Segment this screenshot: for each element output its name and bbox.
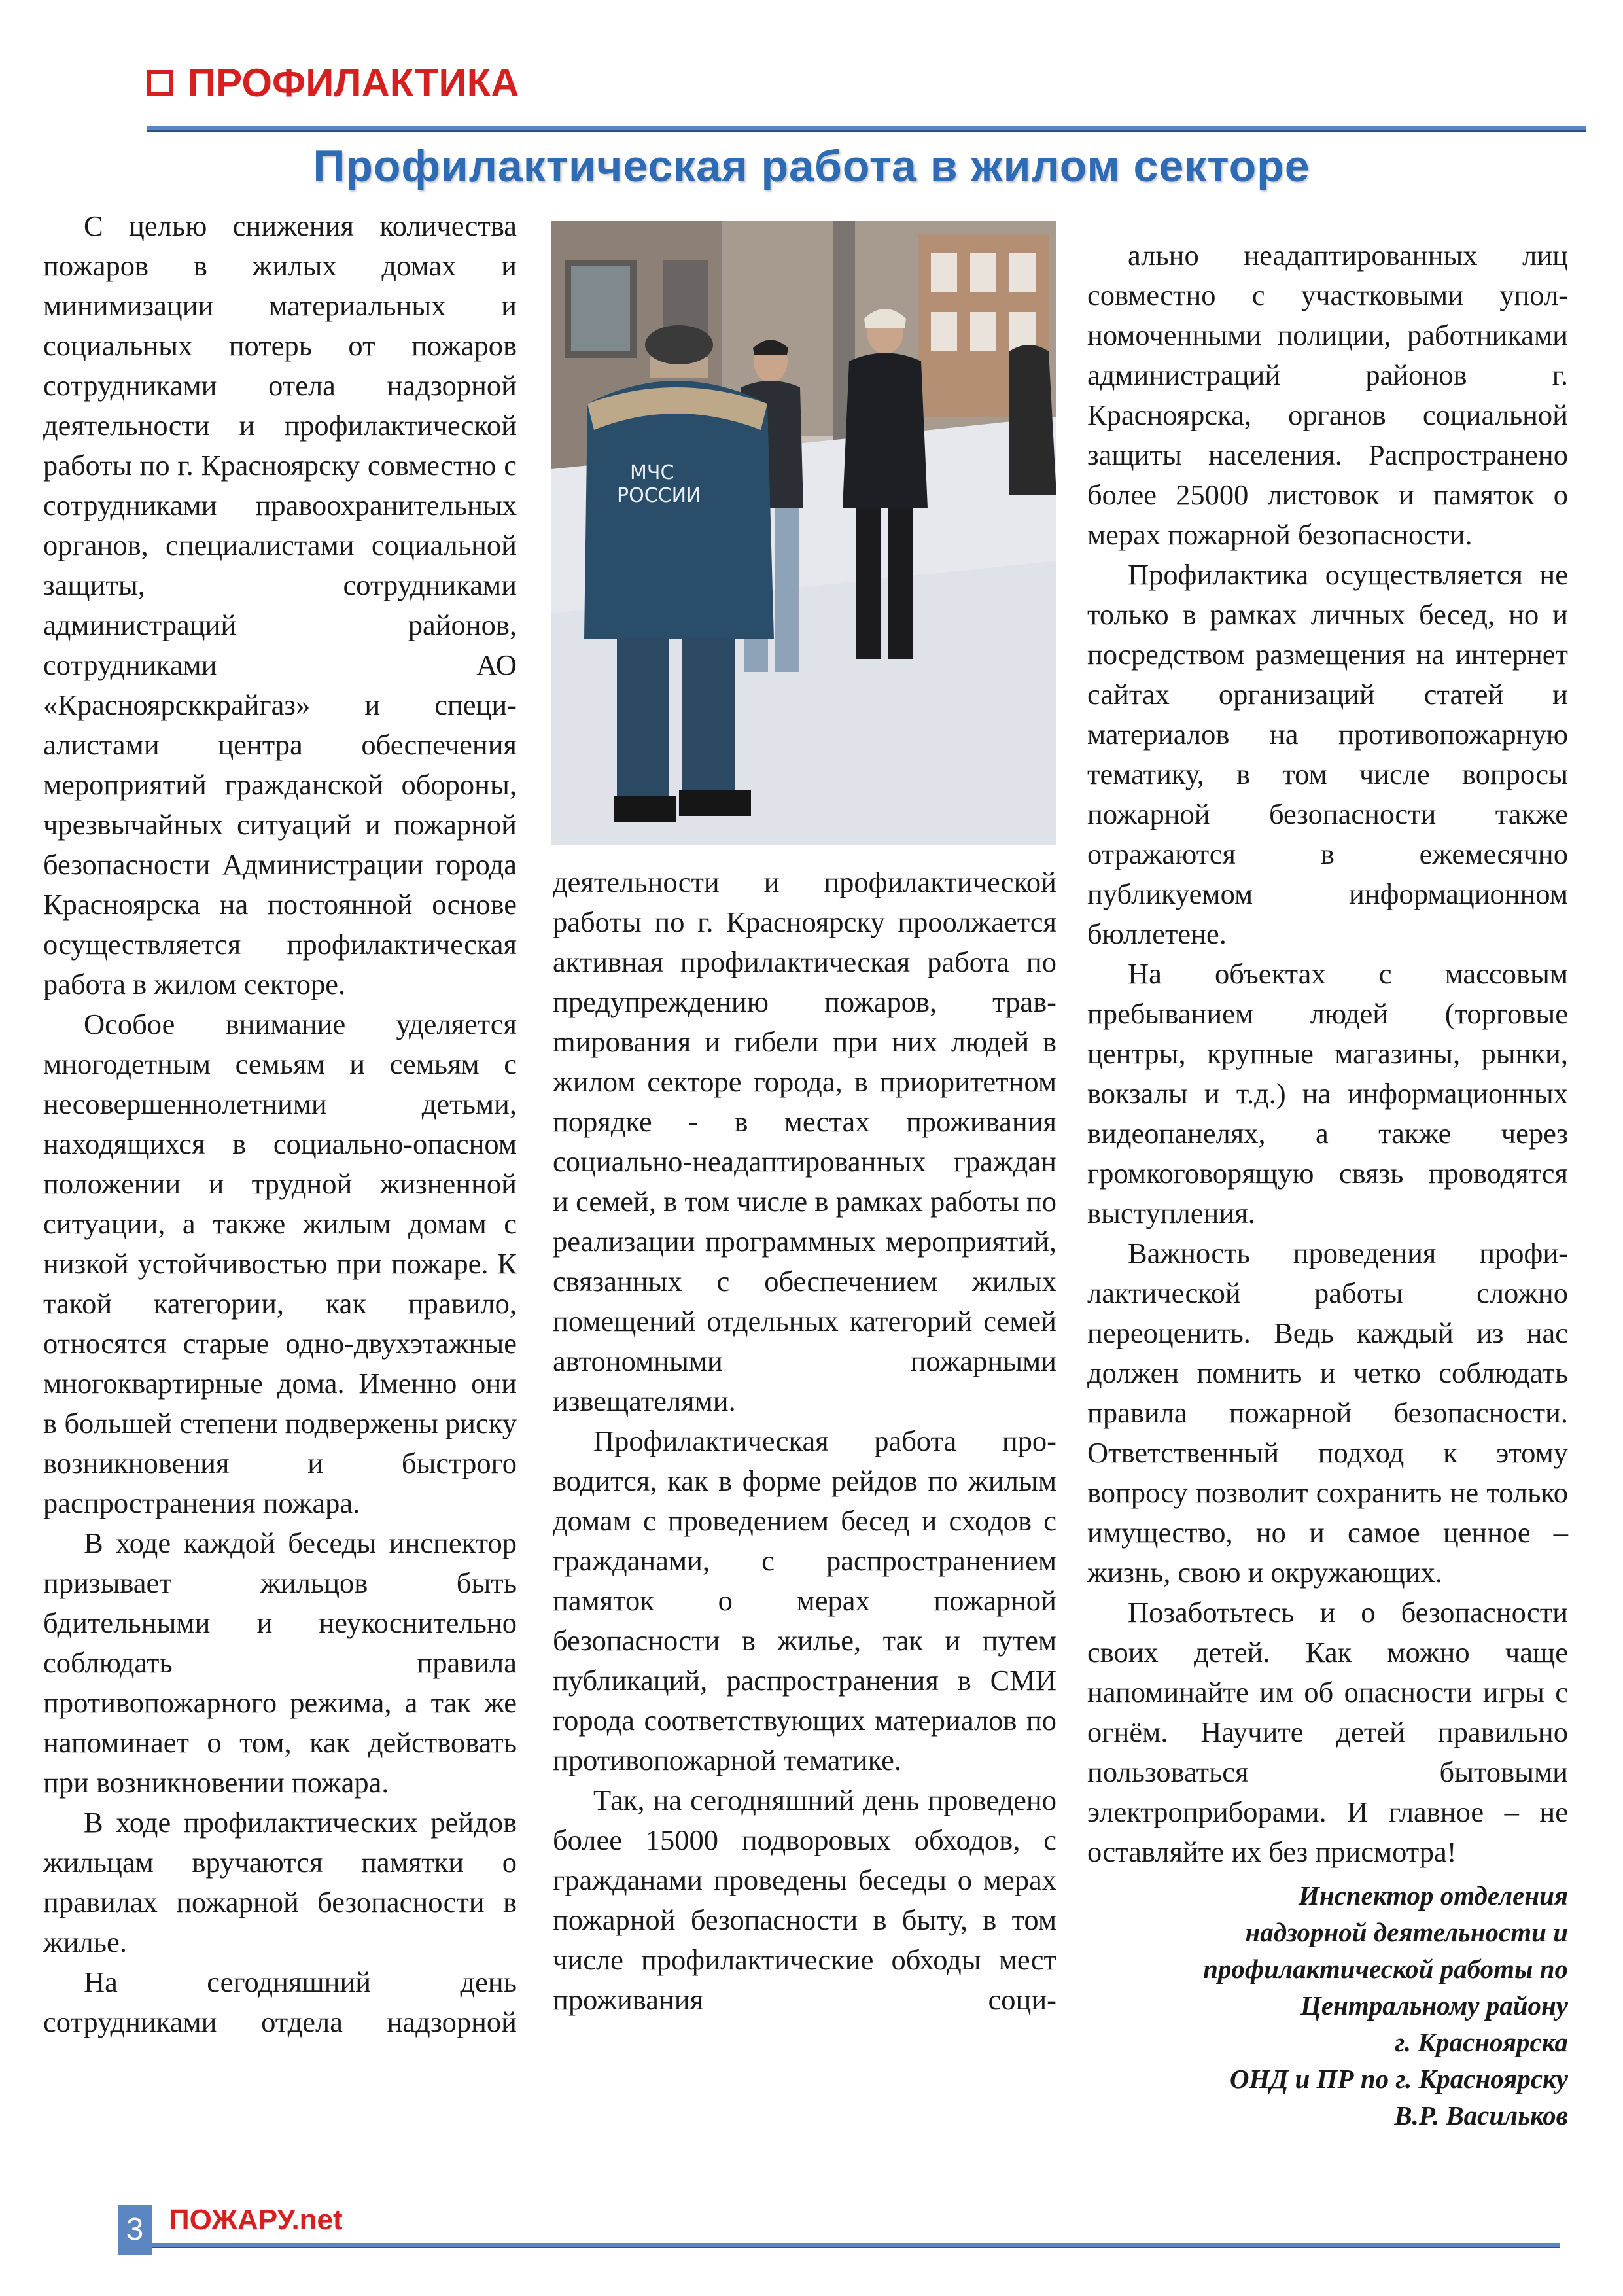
- signature-line: надзорной деятельности и: [1245, 1917, 1568, 1947]
- page-number: 3: [118, 2205, 152, 2255]
- paragraph: С целью снижения количества пожаров в жилых домах и минимизации материальных и социальных потерь от пожаров сотрудниками отела надзорной деятельности и профилактической работы по г. Красноярску совместно с сотрудниками правоохранительных органов, специалистами социальной защиты, сотрудниками администраций районов, сотрудниками АО «Красноярсккрайгаз» и специалистами центра обеспечения мероприятий гражданской обороны, чрезвычайных ситуаций и пожарной безопасности Администрации города Красноярска на постоянной основе осуществляется профилактическая работа в жилом секторе.: [43, 209, 517, 1000]
- signature-line: ОНД и ПР по г. Красноярску: [1229, 2064, 1568, 2094]
- paragraph: деятельности и профилактической работы по г. Красноярску проолжается активная профилактическая работа по предупреждению пожаров, травmирования и гибели при них людей в жилом секторе города, в приоритетном порядке - в местах проживания социально-неадаптированных граждан и семей, в том числе в рамках работы по реализации программных мероприятий, связанных с обеспечением жилых помещений отдельных категорий семей автономными пожарными извещателями.: [553, 866, 1056, 1417]
- signature-line: В.Р. Васильков: [1394, 2100, 1568, 2130]
- paragraph: Особое внимание уделяется многодетным семьям и семьям с несовершеннолетними детьми, находящихся в социально-опасном положении и трудной жизненной ситуации, а также жилым домам с низкой устойчивостью при пожаре. К такой категории, как правило, относятся старые одно-двухэтажные многоквартирные дома. Именно они в большей степени подвержены риску возникновения и быстрого распространения пожара.: [43, 1008, 517, 1519]
- author-signature: [1087, 1877, 1568, 2134]
- paragraph: На сегодняшний день сотрудниками отдела надзорной: [43, 1966, 517, 2038]
- footer-divider: [147, 2243, 1560, 2248]
- publication-brand: ПОЖАРУ.net: [169, 2204, 343, 2236]
- paragraph: Так, на сегодняшний день проведено более 15000 подворовых обходов, с гражданами проведены беседы о мерах пожарной безопасности в быту, в том числе профилактические обходы мест проживания соци-: [553, 1784, 1056, 2016]
- section-heading: [147, 60, 519, 105]
- paragraph: Важность проведения профилактической работы сложно переоценить. Ведь каждый из нас должен помнить и четко соблюдать правила пожарной безопасности. Ответственный подход к этому вопросу позволит сохранить не только имущество, но и самое ценное – жизнь, свою и окружающих.: [1087, 1237, 1568, 1589]
- header-divider: [147, 126, 1586, 132]
- jacket-text: МЧС: [630, 461, 674, 484]
- signature-line: Инспектор отделения: [1299, 1881, 1568, 1911]
- checkbox-icon: [147, 70, 173, 96]
- article-column-1: [43, 206, 517, 2042]
- jacket-text: РОССИИ: [617, 484, 701, 507]
- signature-line: профилактической работы по: [1203, 1954, 1568, 1984]
- article-column-3: [1087, 236, 1568, 2134]
- paragraph: Профилактика осуществляется не только в рамках личных бесед, но и посредством размещения на интернет сайтах организаций статей и материалов на противопожарную тематику, в том числе вопросы пожарной безопасности также отражаются в ежемесячно публикуемом информационном бюллетене.: [1087, 558, 1568, 950]
- paragraph: В ходе каждой беседы инспектор призывает жильцов быть бдительными и неукоснительно соблюдать правила противопожарного режима, а так же напоминает о том, как действовать при возникновении пожара.: [43, 1527, 517, 1799]
- paragraph: Профилактическая работа проводится, как в форме рейдов по жилым домам с проведением бесед и сходов с гражданами, с распространением памяток о мерах пожарной безопасности в жилье, так и путем публикаций, распространения в СМИ города соответствующих материалов по противопожарной тематике.: [553, 1424, 1056, 1776]
- article-column-2: [553, 862, 1056, 2020]
- signature-line: Центральному району: [1300, 1990, 1568, 2021]
- paragraph: Позаботьтесь и о безопасности своих детей. Как можно чаще напоминайте им об опасности игры с огнём. Научите детей правильно пользоваться бытовыми электроприборами. И главное – не оставляйте их без присмотра!: [1087, 1596, 1568, 1868]
- article-photo: [551, 221, 1056, 845]
- signature-line: г. Красноярска: [1395, 2027, 1568, 2057]
- paragraph: На объектах с массовым пребыванием людей (торговые центры, крупные магазины, рынки, вокзалы и т.д.) на информационных видеопанелях, а также через громкоговорящую связь проводятся выступления.: [1087, 957, 1568, 1229]
- section-label: ПРОФИЛАКТИКА: [188, 61, 519, 105]
- photo-illustration: [551, 221, 1056, 845]
- paragraph: ально неадаптированных лиц совместно с участковыми уполномоченными полиции, работниками администраций районов г. Красноярска, органов социальной защиты населения. Распространено более 25000 листовок и памяток о мерах пожарной безопасности.: [1087, 239, 1568, 551]
- paragraph: В ходе профилактических рейдов жильцам вручаются памятки о правилах пожарной безопасности в жилье.: [43, 1806, 517, 1958]
- article-title: Профилактическая работа в жилом секторе: [313, 141, 1310, 191]
